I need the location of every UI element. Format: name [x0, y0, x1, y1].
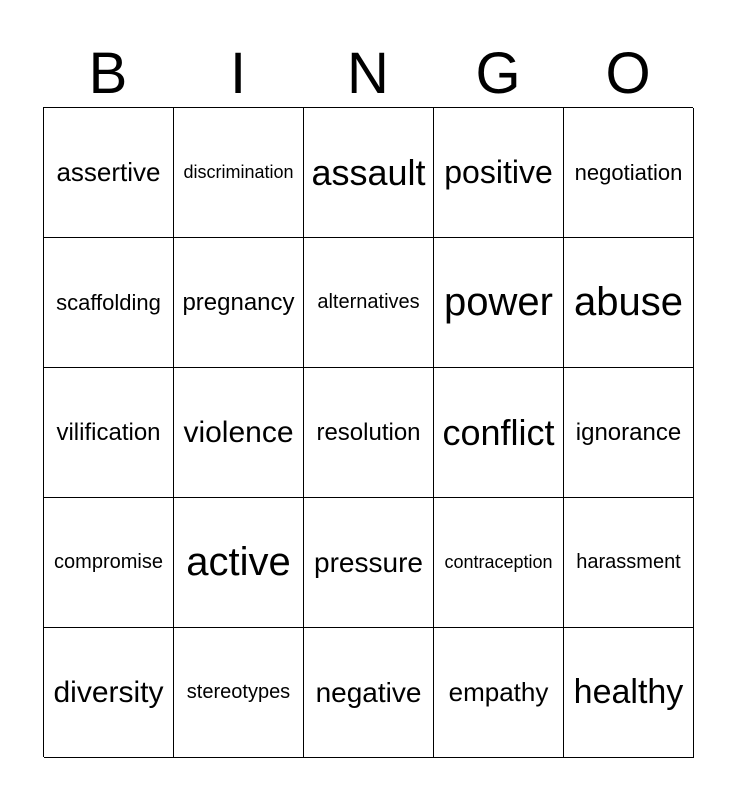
bingo-cell: contraception	[434, 498, 564, 628]
bingo-cell: violence	[174, 368, 304, 498]
bingo-cell: ignorance	[564, 368, 694, 498]
bingo-cell: conflict	[434, 368, 564, 498]
bingo-cell: diversity	[44, 628, 174, 758]
bingo-cell: discrimination	[174, 108, 304, 238]
bingo-cell: compromise	[44, 498, 174, 628]
bingo-cell: healthy	[564, 628, 694, 758]
bingo-cell: stereotypes	[174, 628, 304, 758]
bingo-cell: power	[434, 238, 564, 368]
bingo-cell: active	[174, 498, 304, 628]
bingo-cell: pregnancy	[174, 238, 304, 368]
bingo-cell: assault	[304, 108, 434, 238]
bingo-cell: resolution	[304, 368, 434, 498]
bingo-cell: alternatives	[304, 238, 434, 368]
header-letter-g: G	[475, 41, 521, 106]
bingo-cell: scaffolding	[44, 238, 174, 368]
header-letter-i: I	[229, 41, 247, 106]
bingo-board	[43, 107, 693, 757]
bingo-cell: negotiation	[564, 108, 694, 238]
bingo-cell: empathy	[434, 628, 564, 758]
header-letter-n: N	[347, 41, 389, 106]
header-letter-o: O	[605, 41, 651, 106]
bingo-cell: harassment	[564, 498, 694, 628]
bingo-header	[43, 40, 693, 108]
bingo-cell: positive	[434, 108, 564, 238]
bingo-cell: assertive	[44, 108, 174, 238]
bingo-cell: pressure	[304, 498, 434, 628]
bingo-cell: abuse	[564, 238, 694, 368]
bingo-cell: negative	[304, 628, 434, 758]
bingo-cell: vilification	[44, 368, 174, 498]
header-letter-b: B	[88, 41, 128, 106]
